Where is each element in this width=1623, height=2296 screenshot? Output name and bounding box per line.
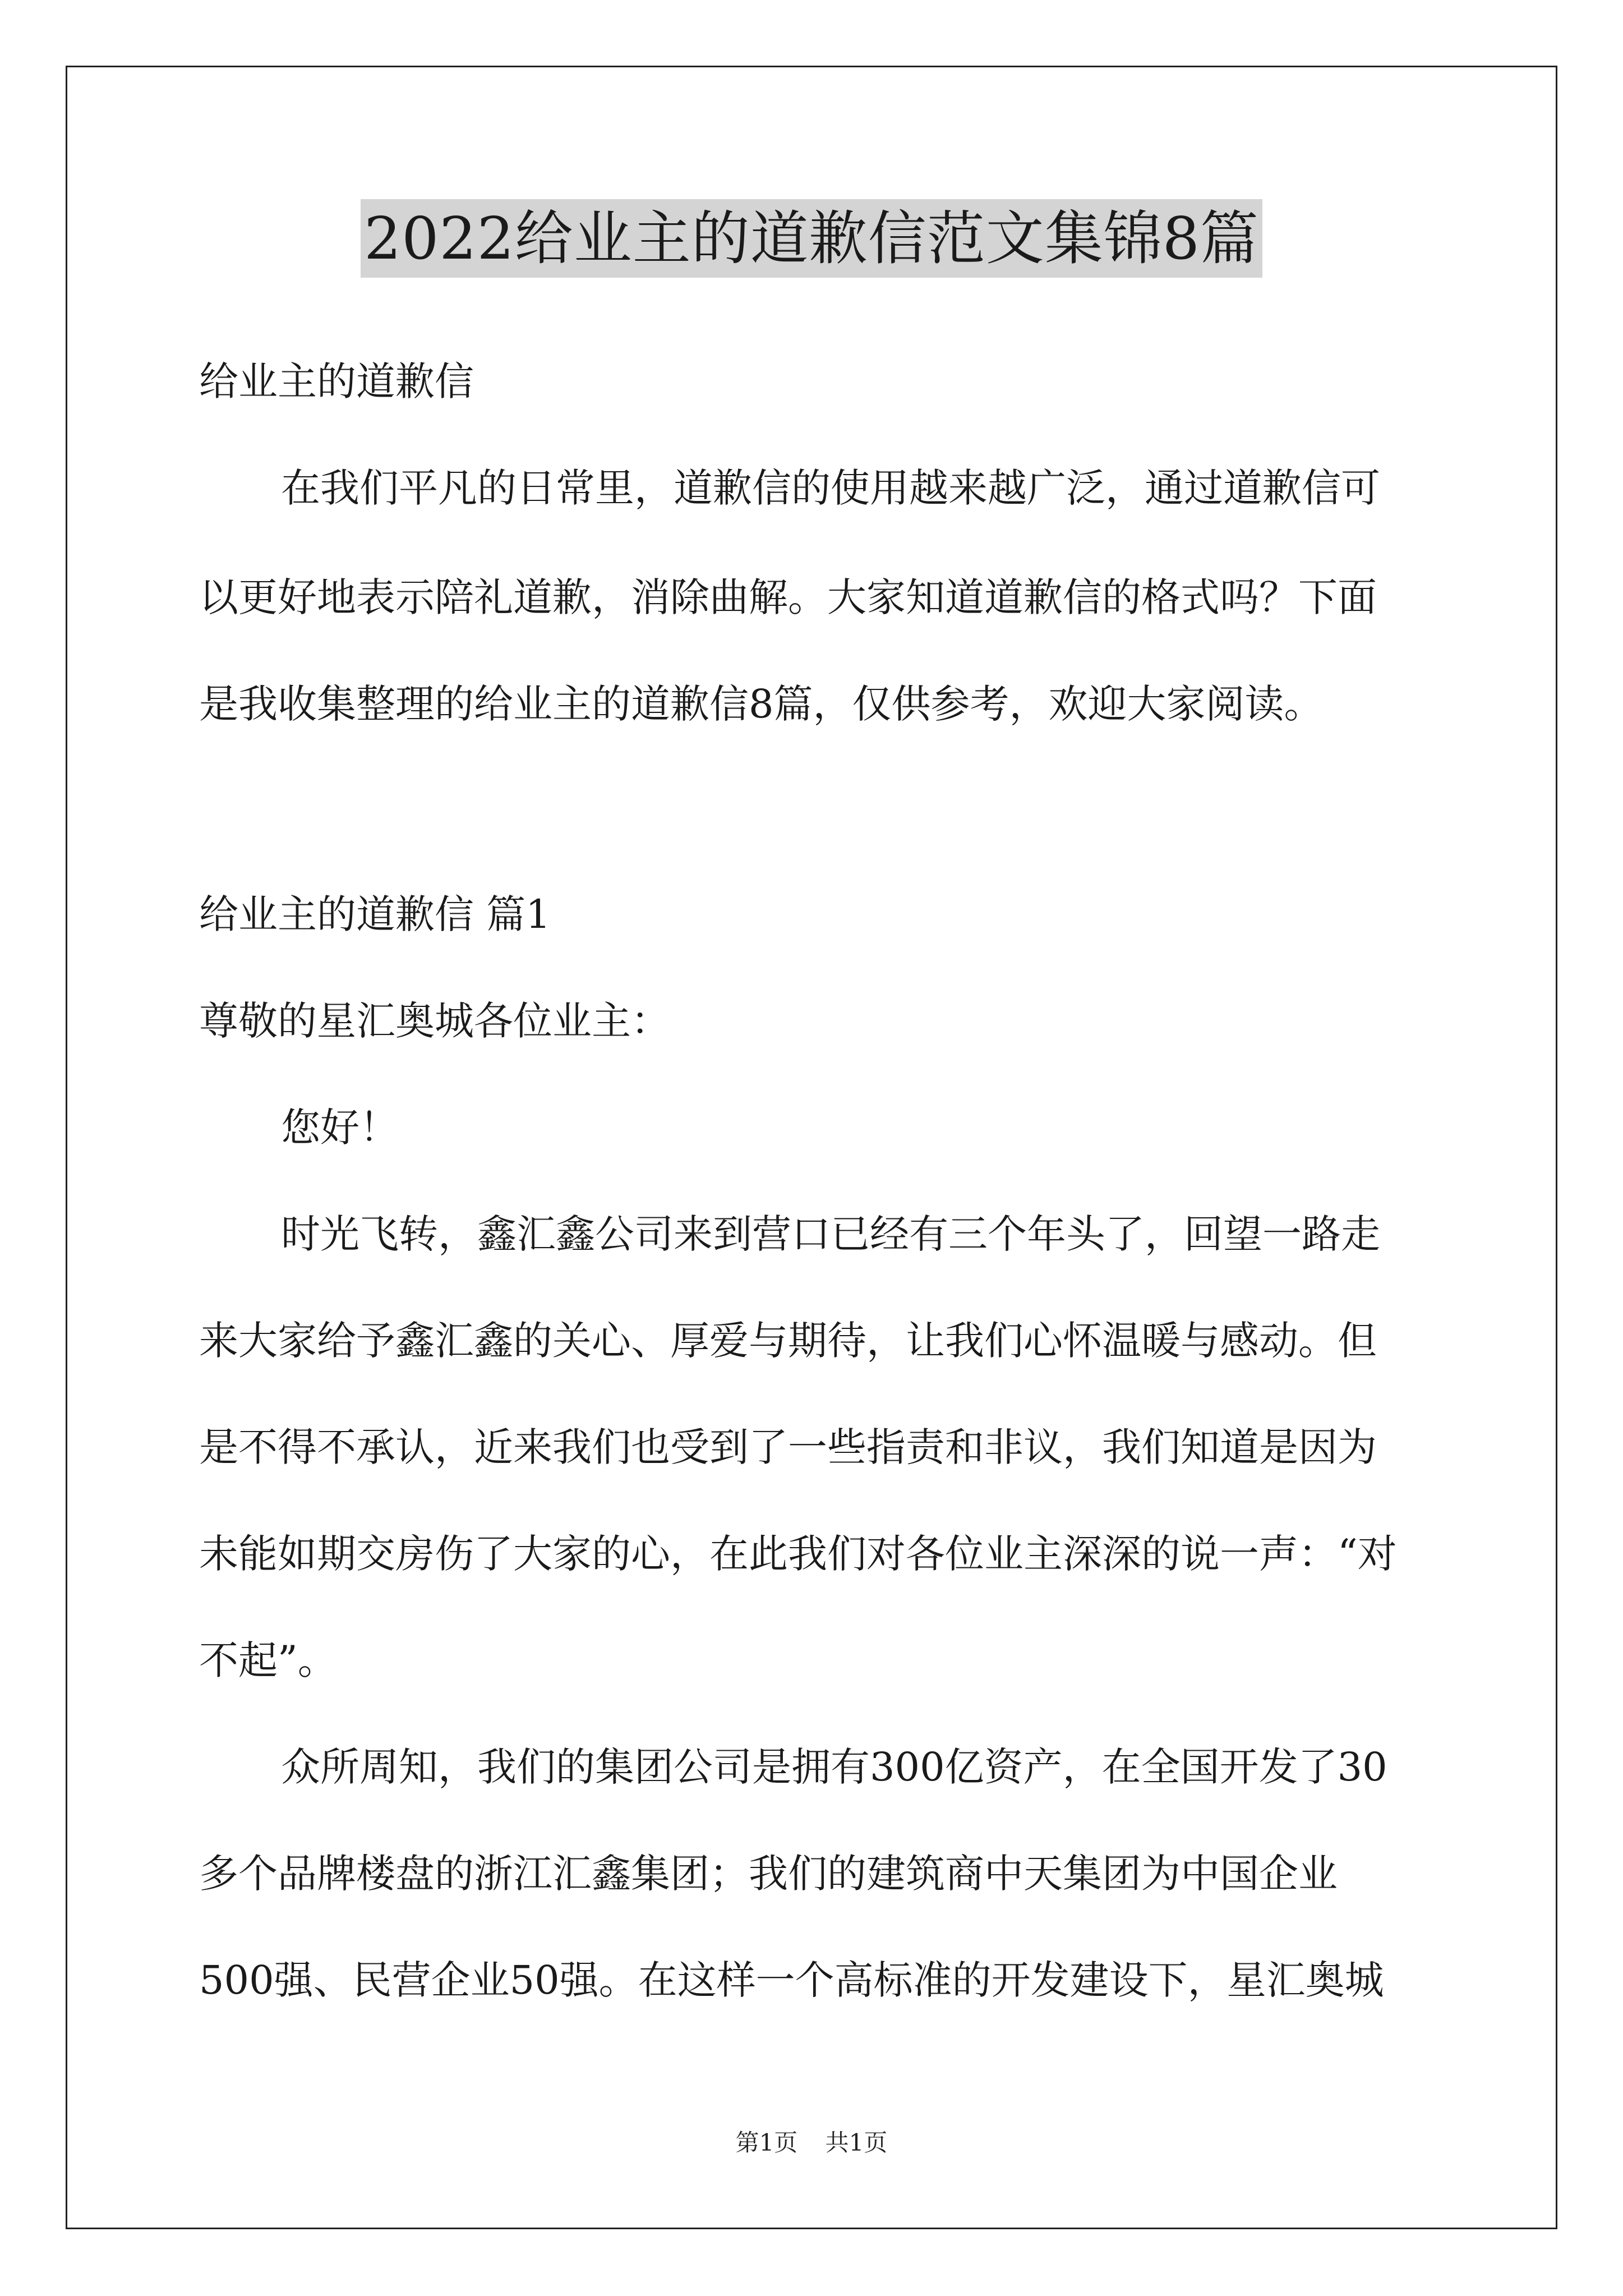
paragraph-1-line-3: 是不得不承认，近来我们也受到了一些指责和非议，我们知道是因为 <box>199 1424 1377 1470</box>
salutation: 尊敬的星汇奥城各位业主： <box>199 998 670 1044</box>
paragraph-1-line-5: 不起”。 <box>199 1637 337 1683</box>
greeting: 您好！ <box>281 1105 399 1151</box>
page-total: 共1页 <box>825 2129 888 2156</box>
paragraph-1-line-2: 来大家给予鑫汇鑫的关心、厚爱与期待，让我们心怀温暖与感动。但 <box>199 1318 1377 1364</box>
intro-line-2: 以更好地表示陪礼道歉，消除曲解。大家知道道歉信的格式吗？下面 <box>199 574 1377 620</box>
paragraph-1-line-1: 时光飞转，鑫汇鑫公司来到营口已经有三个年头了，回望一路走 <box>281 1211 1380 1257</box>
intro-heading: 给业主的道歉信 <box>199 358 474 404</box>
title-container <box>0 199 1623 278</box>
document-title: 2022给业主的道歉信范文集锦8篇 <box>361 199 1262 278</box>
intro-line-3: 是我收集整理的给业主的道歉信8篇，仅供参考，欢迎大家阅读。 <box>199 681 1324 727</box>
page-number: 第1页 <box>735 2129 798 2156</box>
paragraph-1-line-4: 未能如期交房伤了大家的心，在此我们对各位业主深深的说一声：“对 <box>199 1531 1397 1577</box>
paragraph-2-line-3: 500强、民营企业50强。在这样一个高标准的开发建设下，星汇奥城 <box>199 1957 1384 2003</box>
paragraph-2-line-2: 多个品牌楼盘的浙江汇鑫集团；我们的建筑商中天集团为中国企业 <box>199 1851 1338 1897</box>
page-footer <box>0 2126 1623 2160</box>
intro-line-1: 在我们平凡的日常里，道歉信的使用越来越广泛，通过道歉信可 <box>281 465 1380 511</box>
paragraph-2-line-1: 众所周知，我们的集团公司是拥有300亿资产，在全国开发了30 <box>281 1744 1387 1790</box>
section-1-heading: 给业主的道歉信 篇1 <box>199 891 551 937</box>
